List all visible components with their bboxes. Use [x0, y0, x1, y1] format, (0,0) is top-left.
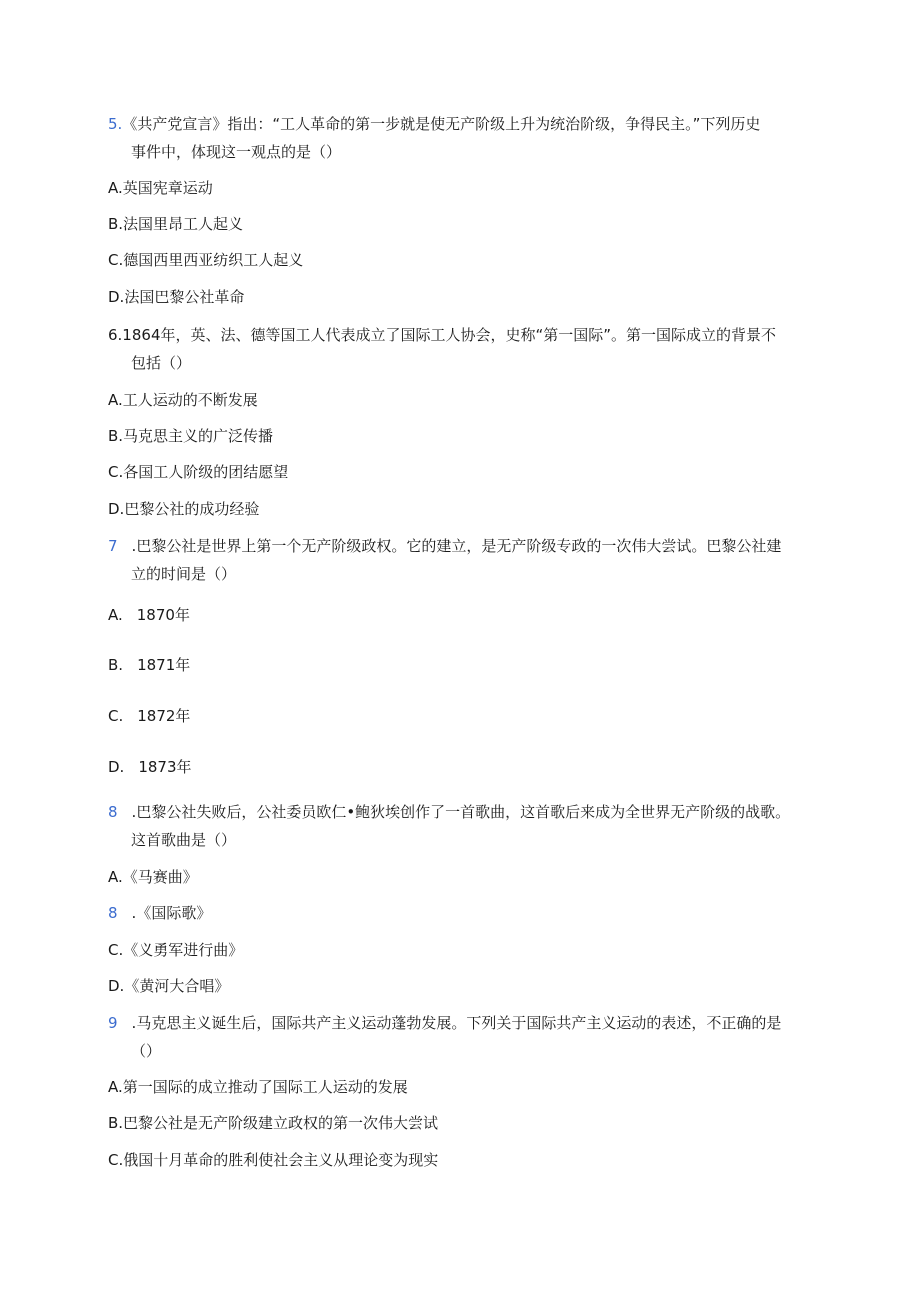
- question-7-line-1: [108, 536, 781, 556]
- option-d: [108, 757, 192, 777]
- question-6-line-2: 包括（）: [131, 354, 192, 372]
- option-text: 1870年: [136, 606, 190, 624]
- option-c: C.德国西里西亚纺织工人起义: [108, 251, 304, 269]
- option-a: A.《马赛曲》: [108, 868, 198, 886]
- option-number: 8: [108, 904, 118, 922]
- question-number: 9: [108, 1014, 118, 1032]
- option-b: B.马克思主义的广泛传播: [108, 427, 274, 445]
- option-a: A.第一国际的成立推动了国际工人运动的发展: [108, 1078, 408, 1096]
- question-5-line-1: [108, 114, 760, 134]
- question-8-line-1: [108, 802, 790, 822]
- option-text: .《国际歌》: [131, 904, 212, 922]
- option-text: 1872年: [137, 707, 191, 725]
- option-letter: A.: [108, 606, 123, 624]
- option-a: A.工人运动的不断发展: [108, 391, 258, 409]
- question-8-line-2: 这首歌曲是（）: [131, 831, 237, 849]
- option-a: A.英国宪章运动: [108, 179, 213, 197]
- question-9-line-1: [108, 1013, 781, 1033]
- option-d: D.巴黎公社的成功经验: [108, 500, 260, 518]
- question-number: 7: [108, 537, 118, 555]
- option-b: [108, 903, 211, 923]
- question-6-line-1: 6.1864年，英、法、德等国工人代表成立了国际工人协会，史称“第一国际”。第一国际成立的背景不: [108, 326, 777, 344]
- option-b: [108, 655, 190, 675]
- option-letter: B.: [108, 656, 124, 674]
- question-text: 《共产党宣言》指出：“工人革命的第一步就是使无产阶级上升为统治阶级，争得民主。”下列历史: [122, 115, 761, 133]
- option-d: D.《黄河大合唱》: [108, 977, 230, 995]
- option-c: C.俄国十月革命的胜利使社会主义从理论变为现实: [108, 1151, 439, 1169]
- option-letter: C.: [108, 707, 124, 725]
- option-c: [108, 706, 190, 726]
- question-5-line-2: 事件中，体现这一观点的是（）: [131, 143, 342, 161]
- option-c: C.《义勇军进行曲》: [108, 941, 244, 959]
- option-d: D.法国巴黎公社革命: [108, 288, 245, 306]
- option-b: B.巴黎公社是无产阶级建立政权的第一次伟大尝试: [108, 1114, 439, 1132]
- question-7-line-2: 立的时间是（）: [131, 565, 237, 583]
- question-text: .巴黎公社是世界上第一个无产阶级政权。它的建立，是无产阶级专政的一次伟大尝试。巴黎公社建: [131, 537, 782, 555]
- option-text: 1873年: [138, 758, 192, 776]
- question-number: 8: [108, 803, 118, 821]
- option-c: C.各国工人阶级的团结愿望: [108, 463, 289, 481]
- option-text: 1871年: [137, 656, 191, 674]
- option-b: B.法国里昂工人起义: [108, 215, 244, 233]
- option-a: [108, 605, 190, 625]
- question-number: 5.: [108, 115, 123, 133]
- question-text: .马克思主义诞生后，国际共产主义运动蓬勃发展。下列关于国际共产主义运动的表述，不正确的是: [131, 1014, 782, 1032]
- question-text: .巴黎公社失败后，公社委员欧仁•鲍狄埃创作了一首歌曲，这首歌后来成为全世界无产阶级的战歌。: [131, 803, 791, 821]
- option-letter: D.: [108, 758, 125, 776]
- question-9-line-2: （）: [131, 1042, 162, 1060]
